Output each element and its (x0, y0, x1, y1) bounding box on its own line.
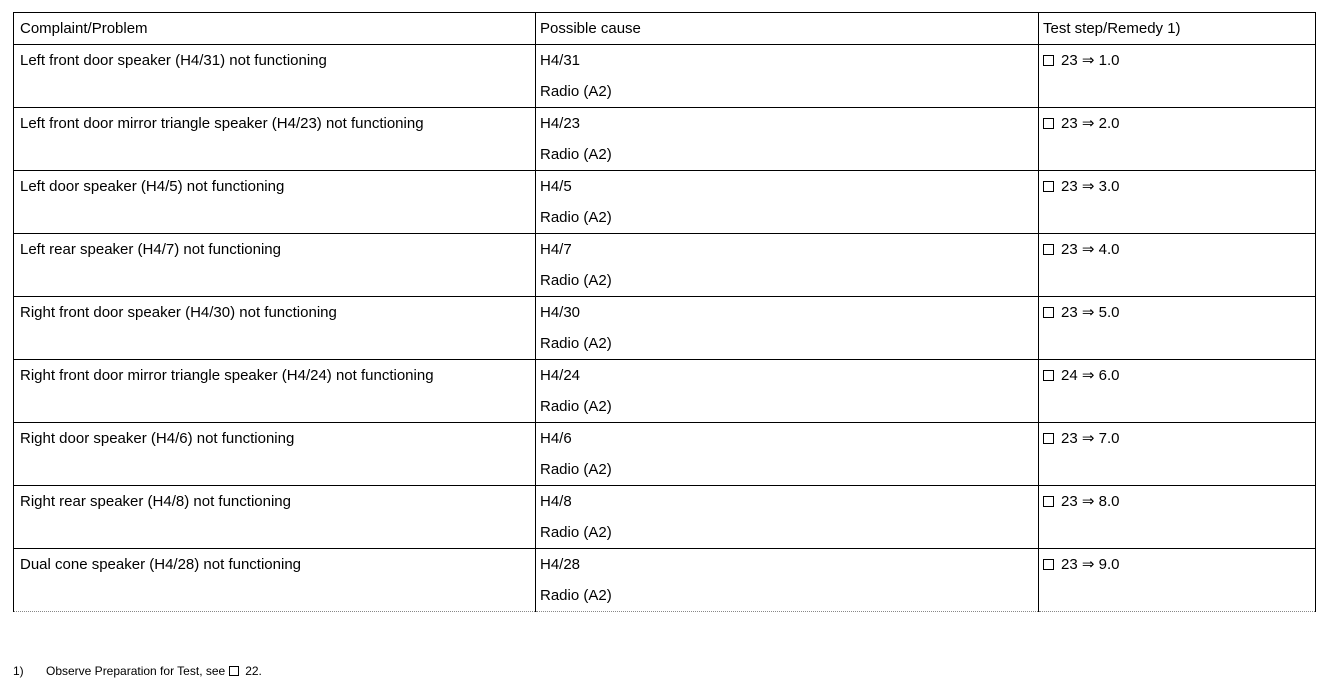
cause-component: H4/8 (540, 493, 572, 510)
cause-cell (536, 45, 1039, 108)
test-step-ref (1039, 423, 1315, 454)
test-page-ref: 23 (1061, 430, 1078, 447)
header-test-step: Test step/Remedy 1) (1039, 13, 1316, 45)
footnote (13, 664, 262, 678)
page-ref-icon (1043, 307, 1054, 318)
complaint-text: Right rear speaker (H4/8) not functioning (20, 493, 291, 510)
test-step-number: 7.0 (1098, 430, 1120, 447)
complaint-text: Right door speaker (H4/6) not functioning (20, 430, 295, 447)
test-step-cell (1039, 234, 1316, 297)
complaint-cell (14, 234, 536, 297)
page-ref-icon (1043, 559, 1054, 570)
test-page-ref: 23 (1061, 493, 1078, 510)
cause-component: H4/6 (540, 430, 572, 447)
cause-radio: Radio (A2) (540, 272, 612, 289)
test-step-number: 9.0 (1098, 556, 1120, 573)
complaint-cell (14, 360, 536, 423)
footnote-number: 1) (13, 664, 24, 678)
cause-component: H4/31 (540, 52, 581, 69)
cause-cell (536, 108, 1039, 171)
complaint-cell (14, 549, 536, 612)
cause-cell (536, 234, 1039, 297)
cause-component: H4/30 (540, 304, 581, 321)
complaint-text: Dual cone speaker (H4/28) not functioning (20, 556, 302, 573)
test-step-ref (1039, 234, 1315, 265)
complaint-text: Right front door mirror triangle speaker (H4/24) not functioning (20, 367, 434, 384)
test-step-number: 4.0 (1098, 241, 1120, 258)
test-step-cell (1039, 45, 1316, 108)
table-row (14, 108, 1316, 171)
cause-component: H4/23 (540, 115, 581, 132)
header-possible-cause: Possible cause (536, 13, 1039, 45)
table-row (14, 423, 1316, 486)
cause-component: H4/28 (540, 556, 581, 573)
test-step-ref (1039, 297, 1315, 328)
page-ref-icon (229, 666, 239, 676)
footnote-page-ref: 22. (245, 664, 262, 678)
arrow-icon: ⇒ (1081, 52, 1095, 69)
arrow-icon: ⇒ (1081, 367, 1095, 384)
complaint-cell (14, 108, 536, 171)
test-page-ref: 23 (1061, 556, 1078, 573)
complaint-text: Right front door speaker (H4/30) not functioning (20, 304, 337, 321)
page-ref-icon (1043, 181, 1054, 192)
test-page-ref: 24 (1061, 367, 1078, 384)
table-row (14, 486, 1316, 549)
arrow-icon: ⇒ (1081, 430, 1095, 447)
test-step-cell (1039, 549, 1316, 612)
test-step-cell (1039, 360, 1316, 423)
test-step-cell (1039, 108, 1316, 171)
cause-component: H4/5 (540, 178, 572, 195)
header-complaint: Complaint/Problem (14, 13, 536, 45)
page-ref-icon (1043, 370, 1054, 381)
arrow-icon: ⇒ (1081, 493, 1095, 510)
cause-radio: Radio (A2) (540, 461, 612, 478)
test-page-ref: 23 (1061, 115, 1078, 132)
cause-cell (536, 486, 1039, 549)
test-step-number: 1.0 (1098, 52, 1120, 69)
diagnosis-table (13, 12, 1316, 612)
complaint-cell (14, 297, 536, 360)
page-ref-icon (1043, 496, 1054, 507)
test-step-number: 6.0 (1098, 367, 1120, 384)
test-step-ref (1039, 108, 1315, 139)
arrow-icon: ⇒ (1081, 115, 1095, 132)
complaint-cell (14, 45, 536, 108)
test-step-cell (1039, 297, 1316, 360)
table-row (14, 297, 1316, 360)
complaint-cell (14, 423, 536, 486)
test-page-ref: 23 (1061, 241, 1078, 258)
complaint-text: Left front door mirror triangle speaker (H4/23) not functioning (20, 115, 424, 132)
cause-radio: Radio (A2) (540, 83, 612, 100)
cause-cell (536, 423, 1039, 486)
cause-radio: Radio (A2) (540, 587, 612, 604)
table-row (14, 234, 1316, 297)
page-ref-icon (1043, 55, 1054, 66)
table-row (14, 171, 1316, 234)
cause-cell (536, 360, 1039, 423)
test-step-ref (1039, 45, 1315, 76)
cause-cell (536, 297, 1039, 360)
table-row (14, 360, 1316, 423)
cause-component: H4/24 (540, 367, 581, 384)
test-step-number: 8.0 (1098, 493, 1120, 510)
test-step-cell (1039, 486, 1316, 549)
table-header-row (14, 13, 1316, 45)
complaint-text: Left rear speaker (H4/7) not functioning (20, 241, 281, 258)
complaint-text: Left front door speaker (H4/31) not functioning (20, 52, 327, 69)
table-row (14, 549, 1316, 612)
arrow-icon: ⇒ (1081, 241, 1095, 258)
cause-cell (536, 171, 1039, 234)
cause-radio: Radio (A2) (540, 209, 612, 226)
table-row (14, 45, 1316, 108)
arrow-icon: ⇒ (1081, 304, 1095, 321)
cause-radio: Radio (A2) (540, 335, 612, 352)
test-page-ref: 23 (1061, 178, 1078, 195)
page-ref-icon (1043, 433, 1054, 444)
test-step-cell (1039, 171, 1316, 234)
page-ref-icon (1043, 244, 1054, 255)
complaint-text: Left door speaker (H4/5) not functioning (20, 178, 285, 195)
complaint-cell (14, 171, 536, 234)
arrow-icon: ⇒ (1081, 556, 1095, 573)
test-step-cell (1039, 423, 1316, 486)
footnote-text: Observe Preparation for Test, see (46, 664, 226, 678)
cause-cell (536, 549, 1039, 612)
cause-component: H4/7 (540, 241, 572, 258)
test-step-ref (1039, 171, 1315, 202)
cause-radio: Radio (A2) (540, 524, 612, 541)
test-step-number: 2.0 (1098, 115, 1120, 132)
cause-radio: Radio (A2) (540, 398, 612, 415)
page-ref-icon (1043, 118, 1054, 129)
test-step-ref (1039, 549, 1315, 580)
test-step-number: 3.0 (1098, 178, 1120, 195)
test-step-number: 5.0 (1098, 304, 1120, 321)
complaint-cell (14, 486, 536, 549)
arrow-icon: ⇒ (1081, 178, 1095, 195)
test-page-ref: 23 (1061, 304, 1078, 321)
test-page-ref: 23 (1061, 52, 1078, 69)
test-step-ref (1039, 360, 1315, 391)
test-step-ref (1039, 486, 1315, 517)
cause-radio: Radio (A2) (540, 146, 612, 163)
